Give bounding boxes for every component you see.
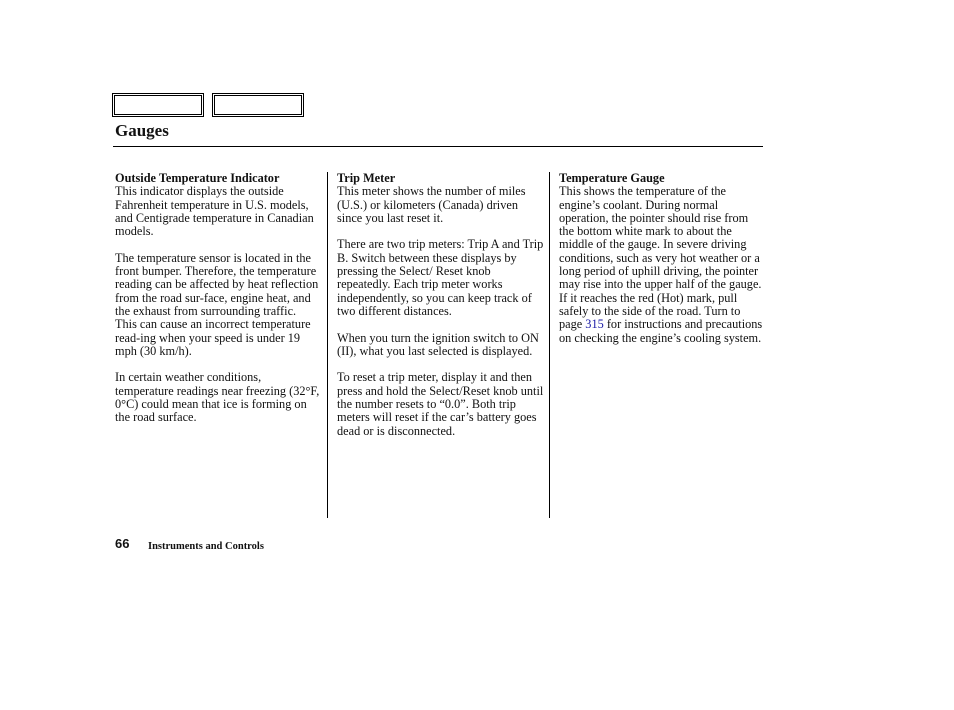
column-trip-meter [337, 172, 544, 451]
paragraph: When you turn the ignition switch to ON (II), what you last selected is displayed. [337, 330, 539, 358]
column-outside-temperature [115, 172, 320, 438]
paragraph: The temperature sensor is located in the front bumper. Therefore, the temperature reading can be affected by heat reflection from the road sur-face, engine heat, and the exhaust from surrounding traffic. This can cause an incorrect temperature read-ing when your speed is under 19 mph (30 km/h). [115, 250, 319, 358]
page-number: 66 [115, 536, 130, 551]
heading-outside-temperature: Outside Temperature Indicator [115, 171, 280, 185]
paragraph: To reset a trip meter, display it and then press and hold the Select/Reset knob until the number resets to “0.0”. Both trip meters will reset if the car’s battery goes dead or is disconnected. [337, 370, 544, 438]
paragraph: This indicator displays the outside Fahrenheit temperature in U.S. models, and Centigrade temperature in Canadian models. [115, 184, 314, 239]
paragraph [559, 185, 764, 345]
title-divider [113, 146, 763, 147]
section-name: Instruments and Controls [148, 541, 264, 552]
paragraph: This meter shows the number of miles (U.S.) or kilometers (Canada) driven since you last reset it. [337, 184, 526, 225]
heading-trip-meter: Trip Meter [337, 171, 396, 185]
heading-temperature-gauge: Temperature Gauge [559, 171, 665, 185]
paragraph: There are two trip meters: Trip A and Trip B. Switch between these displays by pressing the Select/ Reset knob repeatedly. Each trip meter works independently, so you can keep track of two different distances. [337, 237, 544, 318]
column-divider [549, 172, 550, 518]
column-divider [327, 172, 328, 518]
page-reference-link[interactable]: 315 [585, 317, 604, 332]
previous-page-button[interactable] [112, 93, 204, 117]
paragraph: In certain weather conditions, temperature readings near freezing (32°F, 0°C) could mean that ice is forming on the road surface. [115, 370, 320, 425]
paragraph-text: This shows the temperature of the engine’s coolant. During normal operation, the pointer should rise from the bottom white mark to about the middle of the gauge. In severe driving conditions, such as very hot weather or a long period of uphill driving, the pointer may rise into the upper half of the gauge. If it reaches the red (Hot) mark, pull safely to the side of the road. Turn to page [559, 184, 762, 332]
column-temperature-gauge [559, 172, 764, 358]
page-title: Gauges [115, 121, 169, 140]
next-page-button[interactable] [212, 93, 304, 117]
paragraph-text: for instructions and precautions on checking the engine’s cooling system. [559, 317, 763, 345]
